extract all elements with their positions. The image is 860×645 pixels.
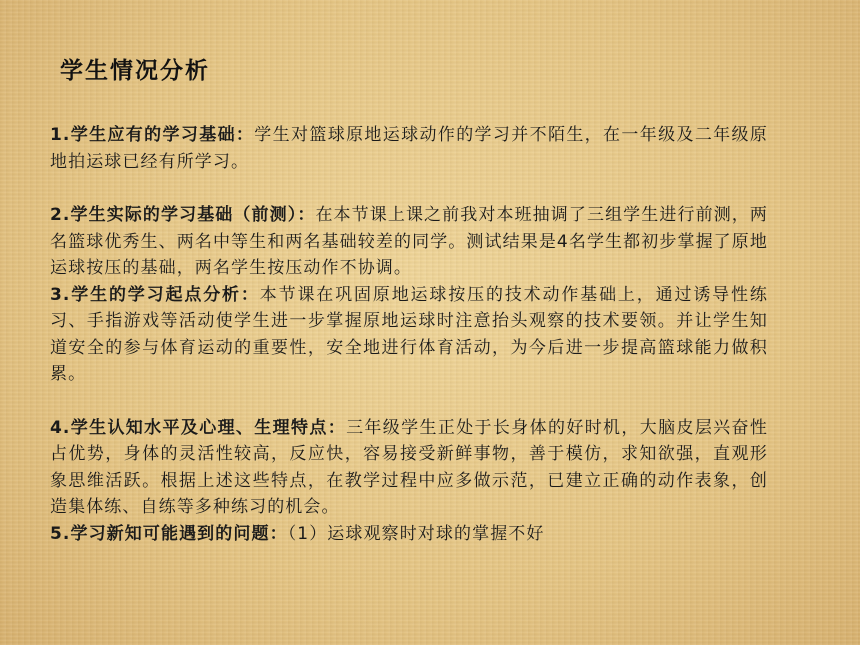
- paragraph-1-heading: 1.学生应有的学习基础：: [50, 125, 255, 145]
- paragraph-2-heading: 2.学生实际的学习基础（前测）：: [50, 205, 316, 225]
- paragraph-4-text: 三年级学生正处于长身体的好时机，大脑皮层兴奋性占优势，身体的灵活性较高，反应快，容易接受新鲜事物，善于模仿，求知欲强，直观形象思维活跃。根据上述这些特点，在教学过程中应多做示范，已建立正确的动作表象，创造集体练、自练等多种练习的机会。: [50, 417, 768, 517]
- paragraph-4: [50, 415, 768, 521]
- paragraph-2: [50, 202, 768, 282]
- paragraph-1-text: 学生对篮球原地运球动作的学习并不陌生，在一年级及二年级原地拍运球已经有所学习。: [50, 125, 768, 172]
- paragraph-5-heading: 5.学习新知可能遇到的问题：: [50, 523, 288, 544]
- slide-title: 学生情况分析: [60, 58, 210, 84]
- paragraph-5-text: （1）运球观察时对球的掌握不好: [287, 523, 545, 544]
- paragraph-1: [50, 122, 768, 175]
- paragraph-5: [50, 521, 768, 548]
- paragraph-3: [50, 282, 768, 388]
- content-body: [50, 122, 768, 547]
- paragraph-3-heading: 3.学生的学习起点分析：: [50, 284, 260, 305]
- paragraph-4-heading: 4.学生认知水平及心理、生理特点：: [50, 417, 347, 438]
- paragraph-2-text: 在本节课上课之前我对本班抽调了三组学生进行前测，两名篮球优秀生、两名中等生和两名基础较差的同学。测试结果是4名学生都初步掌握了原地运球按压的基础，两名学生按压动作不协调。: [50, 205, 769, 278]
- paragraph-3-text: 本节课在巩固原地运球按压的技术动作基础上，通过诱导性练习、手指游戏等活动使学生进一步掌握原地运球时注意抬头观察的技术要领。并让学生知道安全的参与体育运动的重要性，安全地进行体育活动，为今后进一步提高篮球能力做积累。: [50, 284, 768, 384]
